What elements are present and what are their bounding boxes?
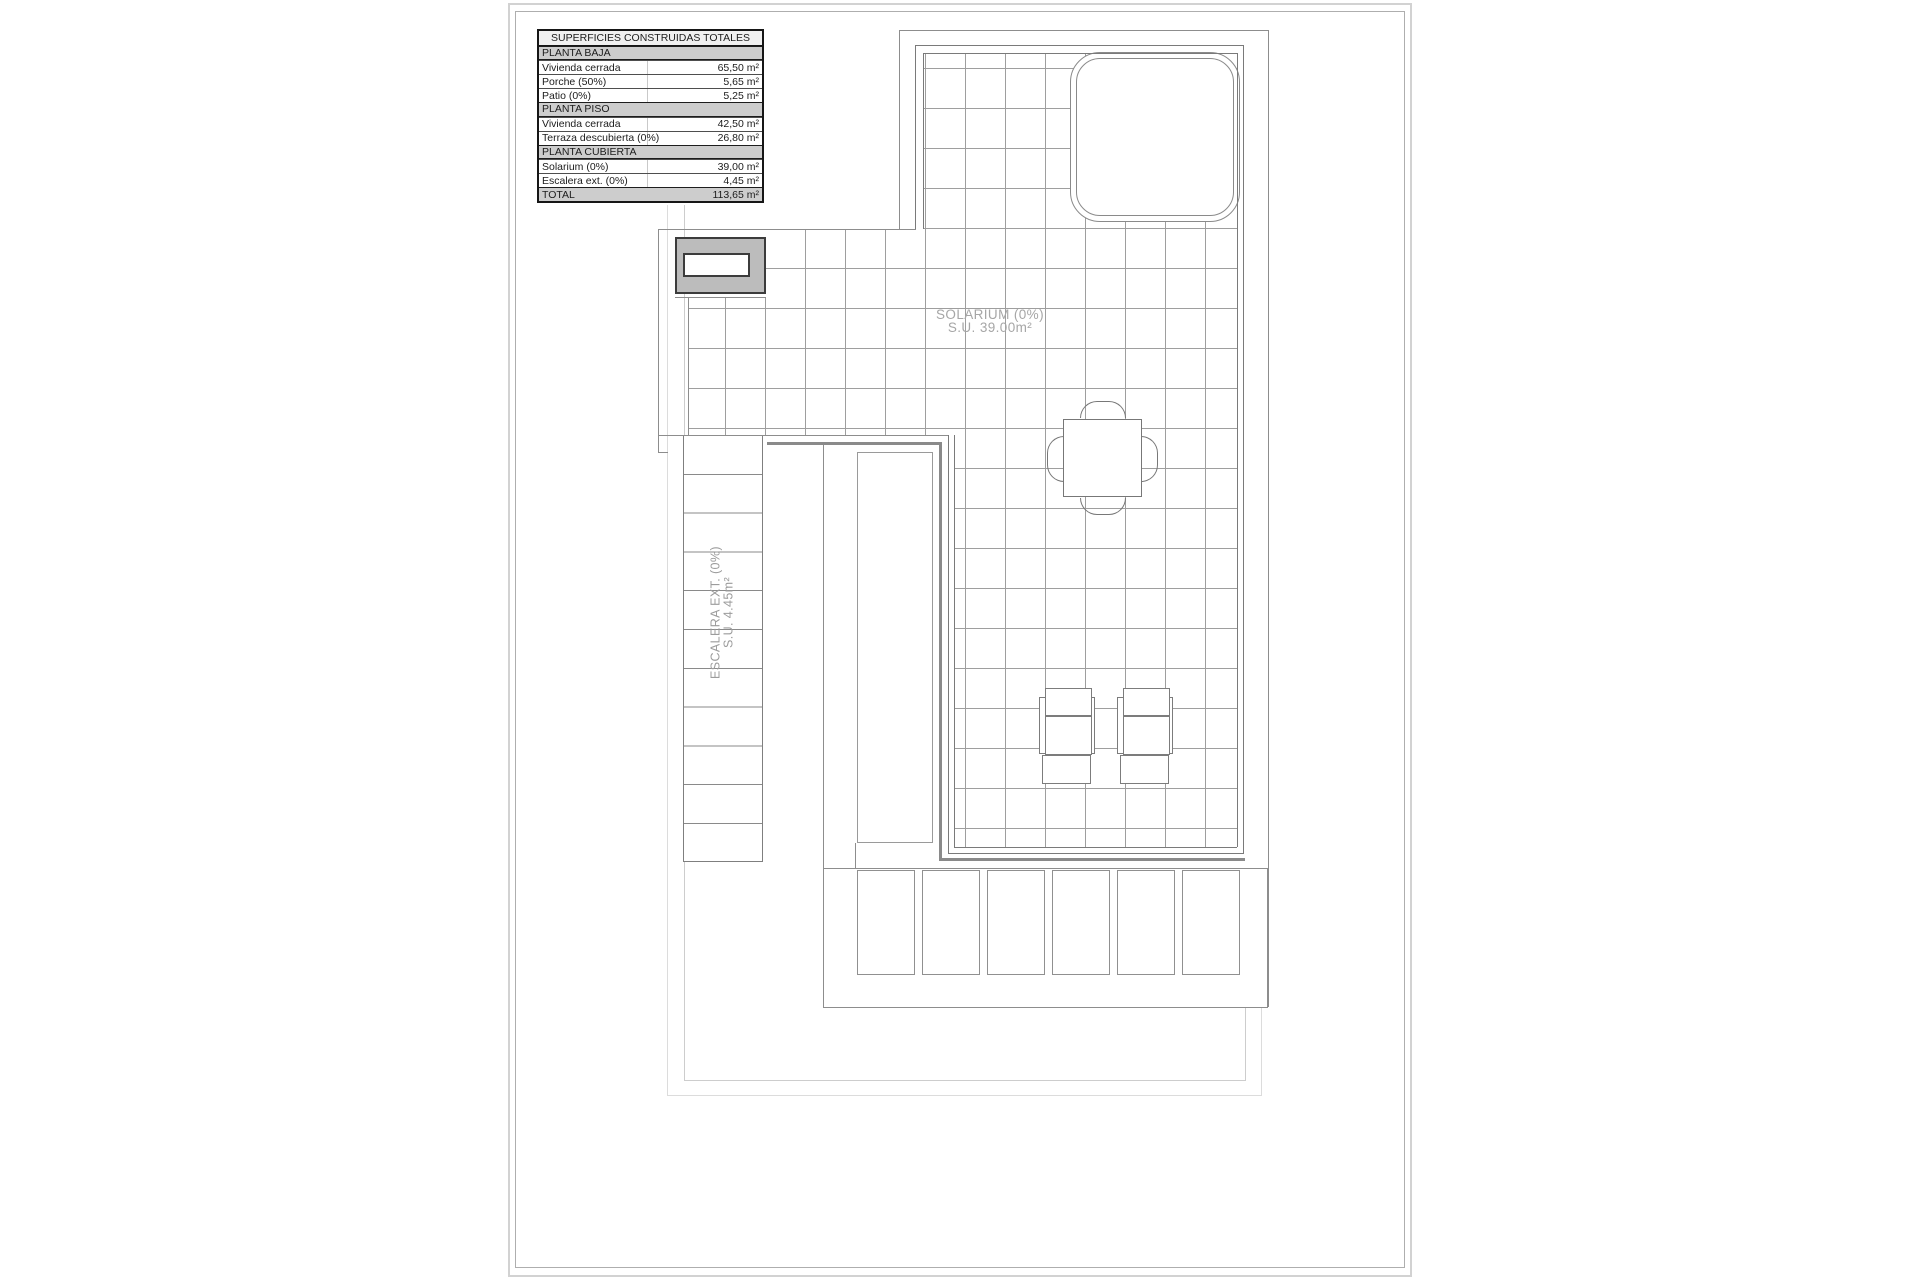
lower-floor-outline [667, 205, 668, 1095]
outline-right [1268, 30, 1269, 1007]
chair-icon [1047, 436, 1064, 482]
table-row [539, 145, 762, 160]
row-value: 65,50 m² [717, 61, 759, 74]
table-row [539, 131, 762, 145]
escalera-label-line1: ESCALERA EXT. (0%) [708, 546, 723, 679]
stair-side-strip [857, 452, 933, 843]
table-row [539, 88, 762, 102]
lower-floor-outline [1245, 1007, 1246, 1080]
areas-table [537, 29, 764, 203]
table-row [539, 159, 762, 173]
wall-line [675, 297, 766, 298]
outline-step [658, 229, 916, 230]
parapet-line [954, 847, 1237, 848]
sun-lounger-fold-line [1124, 715, 1169, 717]
parapet-line [915, 45, 1243, 46]
parapet-line [915, 45, 916, 229]
row-label: Porche (50%) [542, 75, 607, 88]
sun-lounger-fold-line [1046, 715, 1091, 717]
solarium-tile-grid [688, 297, 766, 435]
row-label: Vivienda cerrada [542, 61, 621, 74]
porch-panel [1117, 870, 1175, 975]
row-label: Terraza descubierta (0%) [542, 132, 660, 145]
porch-panel [1182, 870, 1240, 975]
row-value: 113,65 m² [712, 188, 759, 201]
porch-outline-right [1267, 868, 1268, 1007]
dining-table [1063, 419, 1142, 497]
areas-table-title [539, 31, 762, 46]
outline-left-upper [899, 30, 900, 229]
parapet-line [1237, 53, 1238, 847]
wall-line [688, 297, 689, 435]
row-label: Vivienda cerrada [542, 118, 621, 131]
terrace-edge-line [939, 442, 942, 861]
porch-outline-bottom [823, 1007, 1268, 1008]
parapet-line [948, 435, 949, 853]
table-row [539, 173, 762, 187]
lower-floor-outline [667, 1095, 1262, 1096]
porch-panel [857, 870, 915, 975]
outline-jog [658, 452, 668, 453]
porch-panel [922, 870, 980, 975]
sun-lounger-back [1045, 688, 1092, 755]
terrace-edge-line [767, 442, 941, 445]
solarium-label [880, 309, 1100, 334]
lower-floor-outline [684, 1080, 1246, 1081]
outline-top [899, 30, 1268, 31]
solarium-label-line1: SOLARIUM (0%) [936, 307, 1044, 322]
row-value: 26,80 m² [717, 132, 759, 145]
row-label: Patio (0%) [542, 89, 592, 102]
wall-line [658, 435, 948, 436]
lower-floor-outline [1261, 1007, 1262, 1096]
terrace-edge-line [939, 858, 1245, 861]
parapet-line [954, 435, 955, 847]
parapet-line [923, 53, 1237, 54]
table-row-total [539, 187, 762, 201]
escalera-label [710, 542, 737, 684]
row-label: PLANTA BAJA [542, 46, 611, 59]
row-label: Escalera ext. (0%) [542, 174, 628, 187]
row-label: TOTAL [542, 188, 575, 201]
row-value: 5,25 m² [723, 89, 759, 102]
areas-table-title-text: SUPERFICIES CONSTRUIDAS TOTALES [551, 31, 750, 44]
row-value: 4,45 m² [723, 174, 759, 187]
parapet-line [1243, 45, 1244, 853]
sun-lounger-foot [1120, 755, 1169, 784]
row-value: 39,00 m² [717, 160, 759, 173]
sun-lounger-back [1123, 688, 1170, 755]
parapet-line [948, 853, 1244, 854]
table-row [539, 46, 762, 61]
escalera-label-line2: S.U. 4.45m² [721, 576, 736, 649]
row-value: 42,50 m² [717, 118, 759, 131]
table-row [539, 60, 762, 74]
jacuzzi-inner-line [1076, 58, 1234, 216]
row-label: PLANTA PISO [542, 103, 610, 116]
sun-lounger-foot [1042, 755, 1091, 784]
chair-icon [1080, 401, 1126, 418]
row-label: PLANTA CUBIERTA [542, 145, 637, 158]
table-row [539, 102, 762, 117]
wall-line [823, 445, 824, 1007]
row-value: 5,65 m² [723, 75, 759, 88]
solarium-label-line2: S.U. 39.00m² [947, 319, 1033, 335]
parapet-line [923, 53, 924, 229]
porch-outline-top [823, 868, 1268, 869]
wall-line [855, 843, 856, 868]
porch-panel [987, 870, 1045, 975]
chimney-vent [683, 253, 750, 277]
outline-left [658, 229, 659, 452]
table-row [539, 74, 762, 88]
row-label: Solarium (0%) [542, 160, 609, 173]
porch-panel [1052, 870, 1110, 975]
table-row [539, 117, 762, 131]
